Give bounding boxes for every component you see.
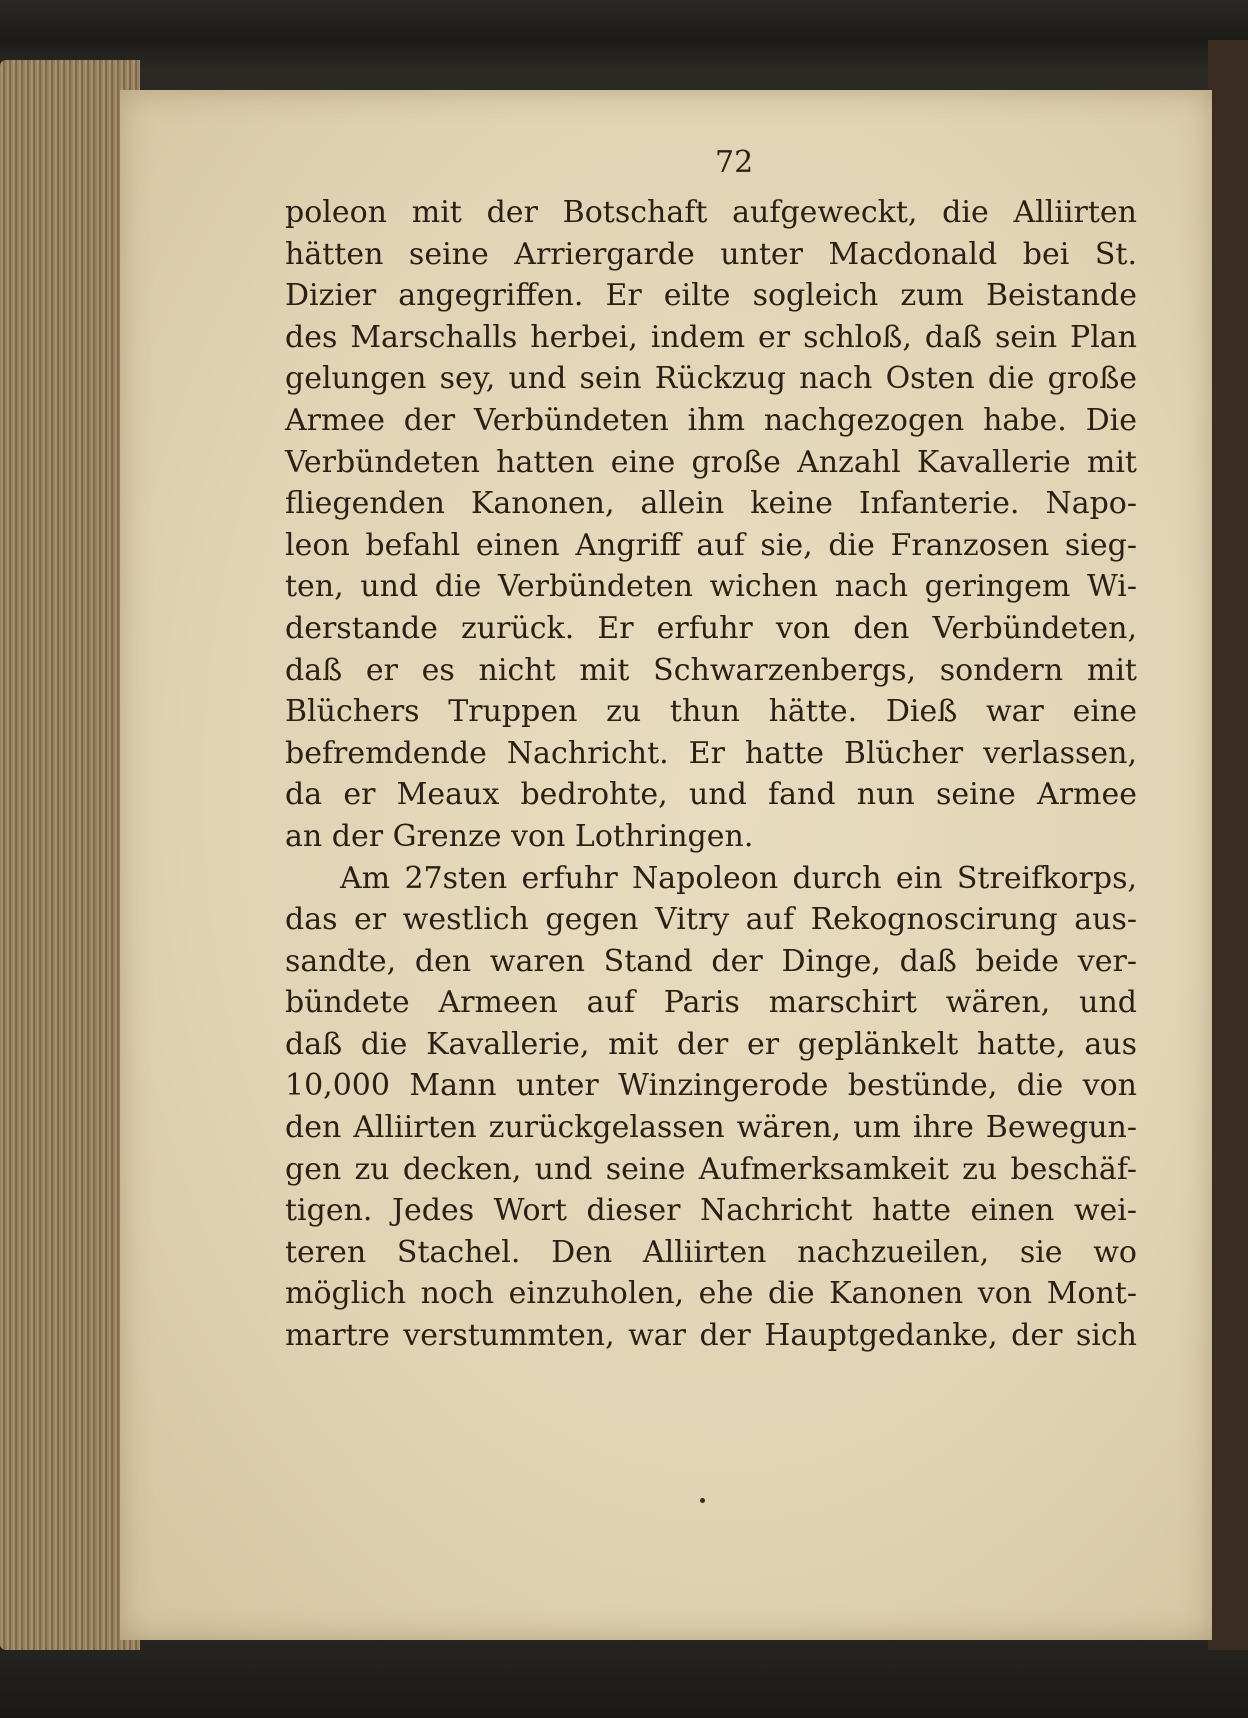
text-line: ten, und die Verbündeten wichen nach geringem Wi- xyxy=(285,569,1137,605)
book-page-edges xyxy=(0,60,140,1650)
text-line: den Alliirten zurückgelassen wären, um ihre Bewegun- xyxy=(285,1110,1137,1146)
text-line: befremdende Nachricht. Er hatte Blücher verlassen, xyxy=(285,735,1137,771)
text-line: martre verstummten, war der Hauptgedanke, der sich xyxy=(285,1318,1137,1354)
text-line: an der Grenze von Lothringen. xyxy=(285,818,754,854)
text-body xyxy=(285,192,1137,1357)
text-line: sandte, den waren Stand der Dinge, daß beide ver- xyxy=(285,943,1137,979)
text-line: des Marschalls herbei, indem er schloß, daß sein Plan xyxy=(285,319,1137,355)
page-number: 72 xyxy=(715,145,754,180)
text-line: 10,000 Mann unter Winzingerode bestünde, die von xyxy=(285,1068,1137,1104)
text-line: Verbündeten hatten eine große Anzahl Kavallerie mit xyxy=(285,444,1137,480)
ink-dot xyxy=(700,1498,705,1503)
text-line: teren Stachel. Den Alliirten nachzueilen, sie wo xyxy=(285,1234,1137,1270)
text-line: da er Meaux bedrohte, und fand nun seine Armee xyxy=(285,777,1137,813)
text-line: daß er es nicht mit Schwarzenbergs, sondern mit xyxy=(285,652,1137,688)
text-line: Dizier angegriffen. Er eilte sogleich zum Beistande xyxy=(285,278,1137,314)
text-line: möglich noch einzuholen, ehe die Kanonen von Mont- xyxy=(285,1276,1137,1312)
text-line: gen zu decken, und seine Aufmerksamkeit zu beschäf- xyxy=(285,1151,1137,1187)
text-line: Am 27sten erfuhr Napoleon durch ein Streifkorps, xyxy=(340,860,1137,896)
book-cover-edge xyxy=(1208,40,1248,1650)
text-line: bündete Armeen auf Paris marschirt wären, und xyxy=(285,985,1137,1021)
text-line: das er westlich gegen Vitry auf Rekognoscirung aus- xyxy=(285,902,1137,938)
text-line: leon befahl einen Angriff auf sie, die Franzosen sieg- xyxy=(285,527,1137,563)
text-line: daß die Kavallerie, mit der er geplänkelt hatte, aus xyxy=(285,1026,1137,1062)
text-line: Blüchers Truppen zu thun hätte. Dieß war eine xyxy=(285,694,1137,730)
text-line: poleon mit der Botschaft aufgeweckt, die Alliirten xyxy=(285,195,1137,230)
text-line: gelungen sey, und sein Rückzug nach Osten die große xyxy=(285,361,1137,397)
text-line: fliegenden Kanonen, allein keine Infanterie. Napo- xyxy=(285,486,1137,522)
text-line: derstande zurück. Er erfuhr von den Verbündeten, xyxy=(285,610,1137,646)
text-line: Armee der Verbündeten ihm nachgezogen habe. Die xyxy=(285,402,1137,438)
text-line: hätten seine Arriergarde unter Macdonald bei St. xyxy=(285,236,1137,272)
text-line: tigen. Jedes Wort dieser Nachricht hatte einen wei- xyxy=(285,1193,1137,1229)
